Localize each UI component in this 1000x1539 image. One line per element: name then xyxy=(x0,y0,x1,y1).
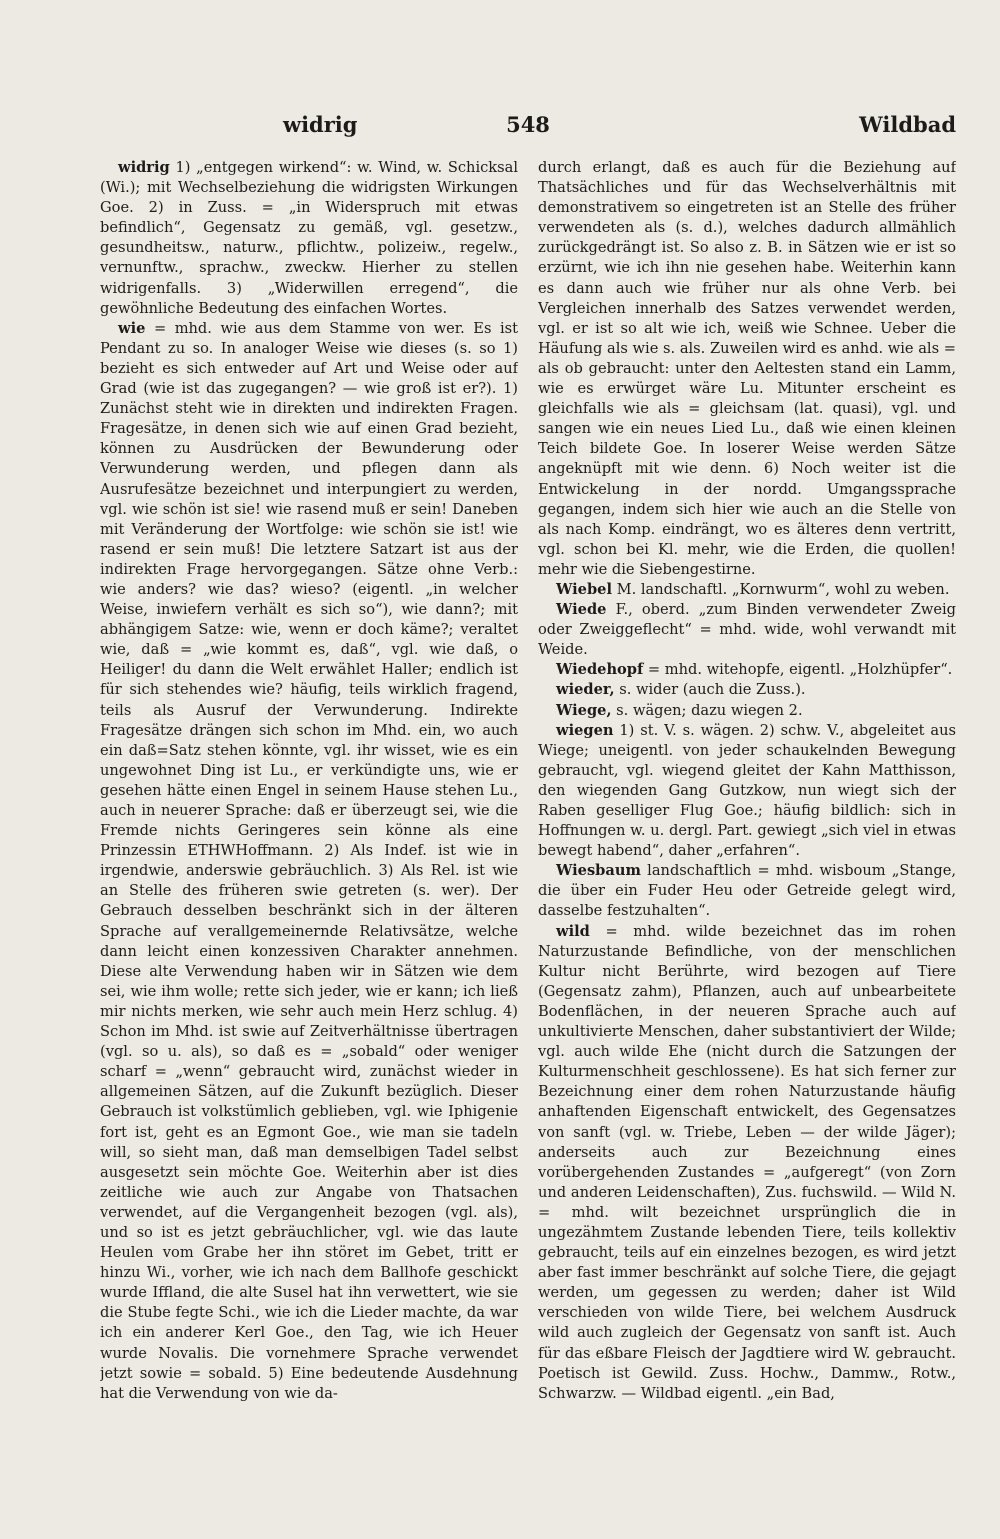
dictionary-entry xyxy=(538,580,956,600)
header-left-word: widrig xyxy=(283,112,358,137)
dictionary-entry xyxy=(100,158,518,319)
entry-text: = mhd. witehopfe, eigentl. „Holzhüpfer“. xyxy=(643,661,953,679)
dictionary-entry xyxy=(538,701,956,721)
dictionary-entry xyxy=(538,660,956,680)
entry-text: 1) st. V. s. wägen. 2) schw. V., abgeleitet aus Wiege; uneigentl. von jeder schaukelnden Bewegung gebraucht, vgl. wiegend gleitet der Kahn Matthisson, den wiegenden Gang Gutzkow, nun wiegt sich der Raben geselliger Flug Goe.; häufig bildlich: sich in Hoffnungen w. u. dergl. Part. gewiegt „sich viel in etwas bewegt habend“, daher „erfahren“. xyxy=(538,721,956,860)
dictionary-entry xyxy=(538,680,956,700)
entry-text: = mhd. wilde bezeichnet das im rohen Naturzustande Befindliche, von der menschlichen Kultur nicht Berührte, wird bezogen auf Tiere (Gegensatz zahm), Pflanzen, auch auf unbearbeitete Bodenflächen, in der neueren Sprache auch auf unkultivierte Menschen, daher substantiviert der Wilde; vgl. auch wilde Ehe (nicht durch die Satzungen der Kulturmenschheit geschlossene). Es hat sich ferner zur Bezeichnung einer dem rohen Naturzustande häufig anhaftenden Eigenschaft entwickelt, des Gegensatzes von sanft (vgl. w. Triebe, Leben — der wilde Jäger); anderseits auch zur Bezeichnung eines vorübergehenden Zustandes = „aufgeregt“ (von Zorn und anderen Leidenschaften), Zus. fuchswild. — Wild N. = mhd. wilt bezeichnet ursprünglich die in ungezähmtem Zustande lebenden Tiere, teils kollektiv gebraucht, teils auf ein einzelnes bezogen, es wird jetzt aber fast immer beschränkt auf solche Tiere, die gejagt werden, um gegessen zu werden; daher ist Wild verschieden von wilde Tiere, bei welchem Ausdruck wild auch zugleich der Gegensatz von sanft ist. Auch für das eßbare Fleisch der Jagdtiere wird W. gebraucht. Poetisch ist Gewild. Zuss. Hochw., Dammw., Rotw., Schwarzw. — Wildbad eigentl. „ein Bad, xyxy=(538,922,956,1402)
entry-text: s. wider (auch die Zuss.). xyxy=(614,681,806,699)
entry-text: 1) „entgegen wirkend“: w. Wind, w. Schicksal (Wi.); mit Wechselbeziehung die widrigsten Wirkungen Goe. 2) in Zuss. = „in Widerspruch mit etwas befindlich“, Gegensatz zu gemäß, vgl. gesetzw., gesundheitsw., naturw., pflichtw., polizeiw., regelw., vernunftw., sprachw., zweckw. Hierher zu stellen widrigenfalls. 3) „Widerwillen erregend“, die gewöhnliche Bedeutung des einfachen Wortes. xyxy=(100,159,518,317)
entry-headword: Wiedehopf xyxy=(556,661,644,679)
entry-headword: wild xyxy=(556,922,590,940)
entry-text: M. landschaftl. „Kornwurm“, wohl zu weben. xyxy=(612,580,950,598)
header-right-word: Wildbad xyxy=(859,112,956,137)
entry-text: durch erlangt, daß es auch für die Beziehung auf Thatsächliches und für das Wechselverhältnis mit demonstrativem so eingetreten ist an Stelle des früher verwendeten als (s. d.), welches dadurch allmählich zurückgedrängt ist. So also z. B. in Sätzen wie er ist so erzürnt, wie ich ihn nie gesehen habe. Weiterhin kann es dann auch wie früher nur als ohne Verb. bei Vergleichen innerhalb des Satzes verwendet werden, vgl. er ist so alt wie ich, weiß wie Schnee. Ueber die Häufung als wie s. als. Zuweilen wird es anhd. wie als = als ob gebraucht: unter den Aeltesten stand ein Lamm, wie es erwürget wäre Lu. Mitunter erscheint es gleichfalls wie als = gleichsam (lat. quasi), vgl. und sangen wie ein neues Lied Lu., daß wie einen kleinen Teich bildete Goe. In loserer Weise werden Sätze angeknüpft mit wie denn. 6) Noch weiter ist die Entwickelung in der nordd. Umgangssprache gegangen, indem sich hier wie auch an die Stelle von als nach Komp. eindrängt, wo es älteres denn vertritt, vgl. schon bei Kl. mehr, wie die Erden, die quollen! mehr wie die Siebengestirne. xyxy=(538,159,956,578)
entry-text: = mhd. wie aus dem Stamme von wer. Es ist Pendant zu so. In analoger Weise wie dieses (s. so 1) bezieht es sich entweder auf Art und Weise oder auf Grad (wie ist das zugegangen? — wie groß ist er?). 1) Zunächst steht wie in direkten und indirekten Fragen. Fragesätze, in denen sich wie auf einen Grad bezieht, können zu Ausdrücken der Bewunderung oder Verwunderung werden, und pflegen dann als Ausrufesätze bezeichnet und interpungiert zu werden, vgl. wie schön ist sie! wie rasend muß er sein! Daneben mit Veränderung der Wortfolge: wie schön sie ist! wie rasend er sein muß! Die letztere Satzart ist aus der indirekten Frage hervorgegangen. Sätze ohne Verb.: wie anders? wie das? wieso? (eigentl. „in welcher Weise, inwiefern verhält es sich so“), wie dann?; mit abhängigem Satze: wie, wenn er doch käme?; veraltet wie, daß = „wie kommt es, daß“, vgl. wie daß, o Heiliger! du dann die Welt erwählet Haller; endlich ist für sich stehendes wie? häufig, teils wirklich fragend, teils als Ausruf der Verwunderung. Indirekte Fragesätze drängen sich schon im Mhd. ein, wo auch ein daß=Satz stehen könnte, vgl. ihr wisset, wie es ein ungewohnet Ding ist Lu., er verkündigte uns, wie er gesehen hätte einen Engel in seinem Hause stehen Lu., auch in neuerer Sprache: daß er überzeugt sei, wie die Fremde nichts Geringeres sein könne als eine Prinzessin ETHWHoffmann. 2) Als Indef. ist wie in irgendwie, anderswie gebräuchlich. 3) Als Rel. ist wie an Stelle des früheren swie getreten (s. wer). Der Gebrauch desselben beschränkt sich in der älteren Sprache auf verallgemeinernde Relativsätze, welche dann leicht einen konzessiven Charakter annehmen. Diese alte Verwendung haben wir in Sätzen wie dem sei, wie ihm wolle; rette sich jeder, wie er kann; ich ließ mir nichts merken, wie sehr auch mein Herz schlug. 4) Schon im Mhd. ist swie auf Zeitverhältnisse übertragen (vgl. so u. als), so daß es = „sobald“ oder weniger scharf = „wenn“ gebraucht wird, zunächst wieder in allgemeinen Sätzen, auf die Zukunft bezüglich. Dieser Gebrauch ist volkstümlich geblieben, vgl. wie Iphigenie fort ist, geht es an Egmont Goe., wie man sie tadeln will, so sieht man, daß man demselbigen Tadel selbst ausgesetzt sein möchte Goe. Weiterhin aber ist dies zeitliche wie auch zur Angabe von Thatsachen verwendet, auf die Vergangenheit bezogen (vgl. als), und so ist es jetzt gebräuchlicher, vgl. wie das laute Heulen vom Grabe her ihn störet im Gebet, tritt er hinzu Wi., vorher, wie ich nach dem Ballhofe geschickt wurde Iffland, die alte Susel hat ihn verwettert, wie sie die Stube fegte Schi., wie ich die Lieder machte, da war ich ein anderer Kerl Goe., den Tag, wie ich Heuer wurde Novalis. Die vornehmere Sprache verwendet jetzt sowie = sobald. 5) Eine bedeutende Ausdehnung hat die Verwendung von wie da- xyxy=(100,319,518,1402)
entry-headword: wiegen xyxy=(556,721,614,739)
dictionary-entry xyxy=(538,600,956,660)
right-column xyxy=(538,158,956,1458)
running-head xyxy=(100,112,956,146)
dictionary-entry xyxy=(538,721,956,862)
entry-text: F., oberd. „zum Binden verwendeter Zweig oder Zweiggeflecht“ = mhd. wide, wohl verwandt mit Weide. xyxy=(538,601,956,659)
entry-headword: Wiege, xyxy=(556,701,612,719)
entry-headword: Wiebel xyxy=(556,580,612,598)
entry-text: s. wägen; dazu wiegen 2. xyxy=(611,701,803,719)
entry-headword: wieder, xyxy=(556,681,615,699)
left-column xyxy=(100,158,518,1458)
dictionary-entry xyxy=(538,158,956,580)
page-number: 548 xyxy=(506,112,550,137)
dictionary-entry xyxy=(538,861,956,921)
entry-headword: Wiesbaum xyxy=(556,862,641,880)
dictionary-entry xyxy=(100,319,518,1404)
dictionary-entry xyxy=(538,922,956,1404)
entry-headword: Wiede xyxy=(556,601,607,619)
entry-text: landschaftlich = mhd. wisboum „Stange, die über ein Fuder Heu oder Getreide gelegt wird, dasselbe festzuhalten“. xyxy=(538,862,956,920)
entry-headword: wie xyxy=(118,319,146,337)
entry-headword: widrig xyxy=(118,159,170,176)
